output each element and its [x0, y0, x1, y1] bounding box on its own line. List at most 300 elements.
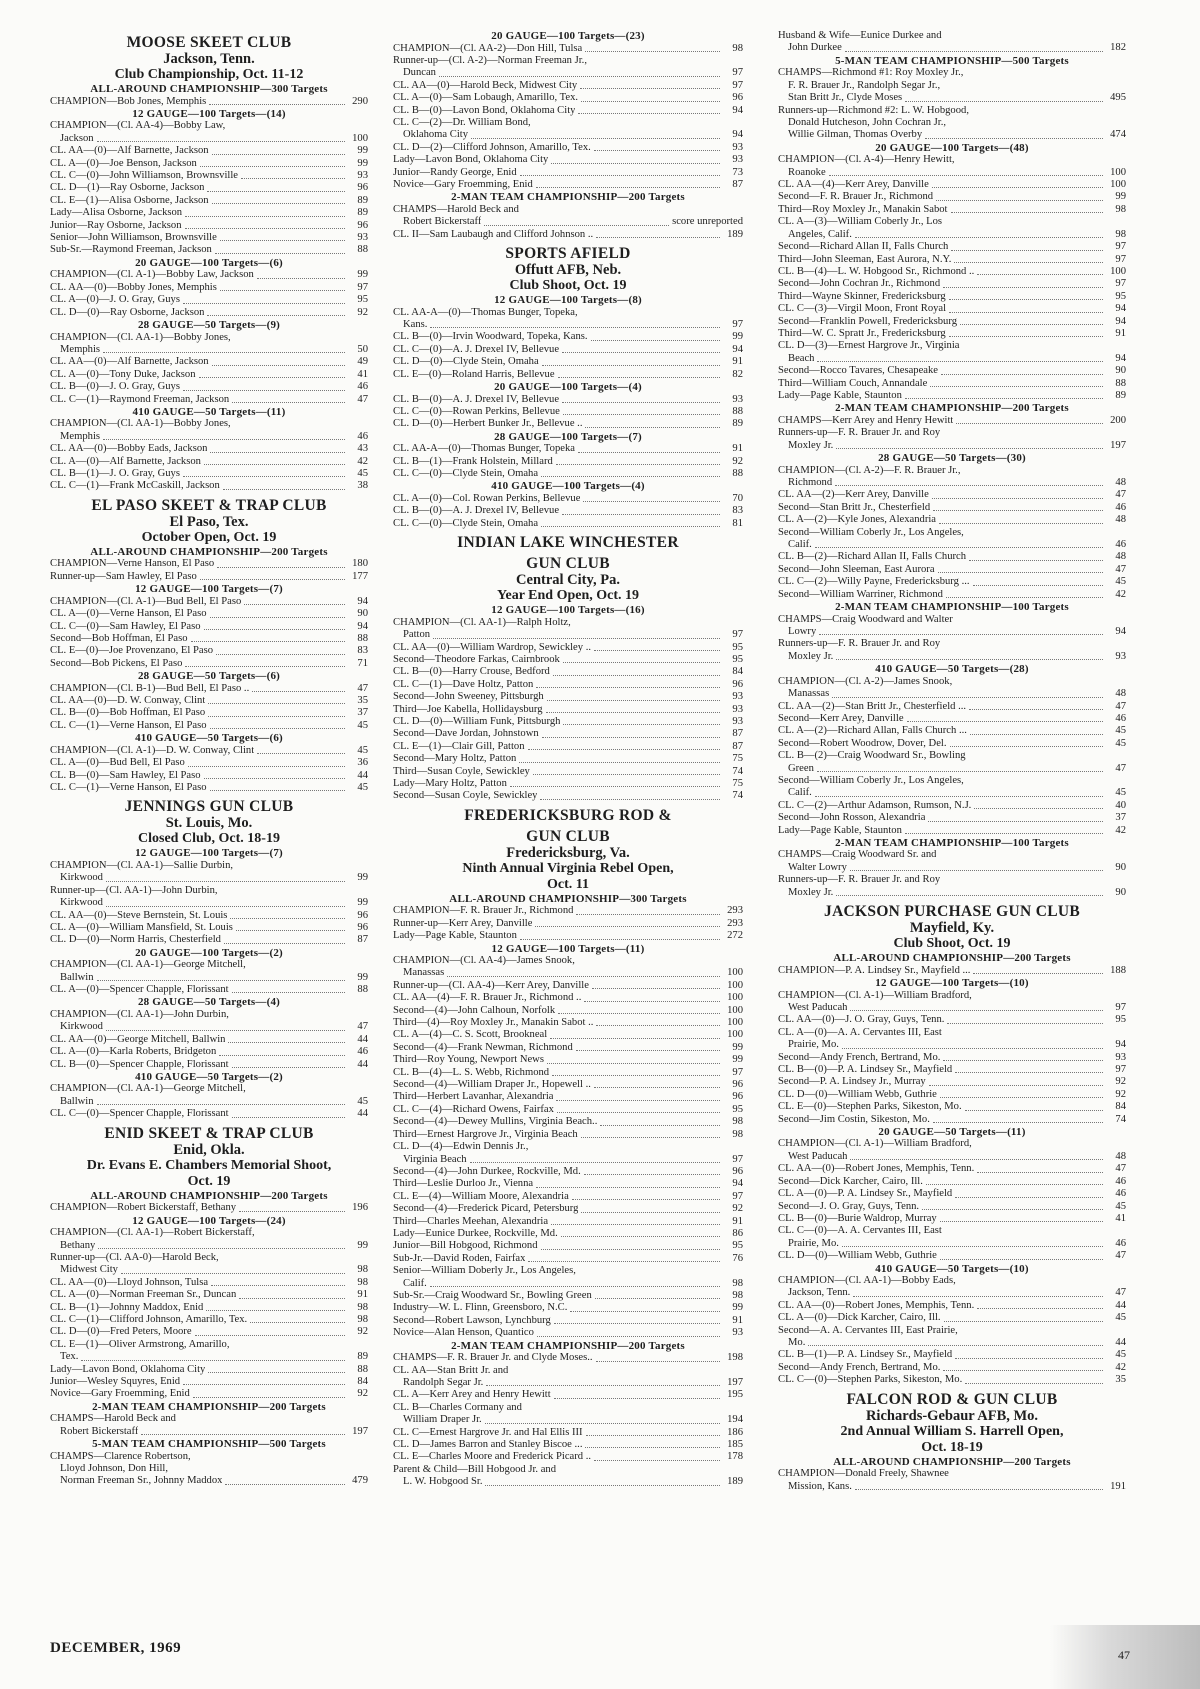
- dot-leader: [836, 895, 1103, 896]
- score: 42: [1115, 1361, 1126, 1373]
- result-text: Third—Charles Meehan, Alexandria: [393, 1215, 549, 1227]
- dot-leader: [965, 1110, 1103, 1111]
- score: 44: [357, 1058, 368, 1070]
- result-text: Stan Britt Jr., Clyde Moses: [788, 92, 903, 104]
- score: 87: [732, 728, 743, 740]
- dot-leader: [936, 200, 1103, 201]
- dot-leader: [928, 821, 1103, 822]
- score: 47: [1115, 1163, 1126, 1175]
- result-line: [778, 1089, 1126, 1101]
- result-text: CHAMPION—(Cl. AA-1)—George Mitchell,: [50, 959, 246, 971]
- dot-leader: [551, 163, 720, 164]
- result-text: CL. A—(0)—Dick Karcher, Cairo, Ill.: [778, 1312, 941, 1324]
- score: 90: [1115, 861, 1126, 873]
- score: 47: [1115, 563, 1126, 575]
- result-text: CHAMPION—(Cl. AA-2)—Don Hill, Tulsa: [393, 42, 583, 54]
- dot-leader: [106, 1030, 345, 1031]
- result-line: [50, 1227, 368, 1239]
- dot-leader: [430, 1286, 720, 1287]
- dot-leader: [470, 1162, 720, 1163]
- score: 82: [732, 368, 743, 380]
- result-text: CL. B—(0)—Irvin Woodward, Topeka, Kans.: [393, 331, 588, 343]
- result-line: [778, 849, 1126, 861]
- dot-leader: [207, 315, 345, 316]
- dot-leader: [941, 374, 1103, 375]
- result-line: [778, 1275, 1126, 1287]
- score: 189: [727, 1476, 743, 1488]
- result-line: [778, 539, 1126, 551]
- club-location: Richards-Gebaur AFB, Mo.: [865, 1407, 1039, 1424]
- result-text: Roanoke: [788, 166, 826, 178]
- dot-leader: [943, 1370, 1103, 1371]
- score: 92: [357, 1388, 368, 1400]
- result-text: CL. II—Sam Laubaugh and Clifford Johnson ..: [393, 228, 594, 240]
- score: 46: [1115, 1188, 1126, 1200]
- result-text: Richmond: [788, 477, 833, 488]
- result-line: [393, 642, 743, 654]
- dot-leader: [558, 1013, 720, 1014]
- dot-leader: [974, 808, 1103, 809]
- dot-leader: [950, 746, 1104, 747]
- result-line: [393, 1451, 743, 1463]
- dot-leader: [949, 312, 1103, 313]
- dot-leader: [216, 654, 345, 655]
- score: 96: [732, 1079, 743, 1091]
- result-line: [50, 96, 368, 108]
- result-line: [778, 204, 1126, 216]
- result-text: Runner-up—Sam Hawley, El Paso: [50, 570, 197, 582]
- event-title: Club Shoot, Oct. 19: [509, 278, 627, 294]
- result-line: [50, 1021, 368, 1033]
- result-line: [393, 518, 743, 530]
- event-category: 12 GAUGE—100 Targets—(7): [135, 583, 283, 596]
- result-line: [778, 651, 1126, 663]
- dot-leader: [977, 274, 1103, 275]
- dot-leader: [949, 299, 1103, 300]
- score: 96: [732, 1165, 743, 1177]
- result-text: Second—Andy French, Bertrand, Mo.: [778, 1361, 941, 1373]
- event-category: 20 GAUGE—100 Targets—(23): [491, 30, 645, 42]
- result-line: [393, 179, 743, 191]
- score: 91: [357, 1289, 368, 1301]
- dot-leader: [200, 166, 345, 167]
- score: 35: [1115, 1374, 1126, 1386]
- result-text: Second—Robert Lawson, Lynchburg: [393, 1314, 551, 1326]
- dot-leader: [819, 634, 1103, 635]
- score: 97: [1115, 253, 1126, 265]
- result-text: Second—(4)—Frank Newman, Richmond: [393, 1041, 573, 1053]
- event-category: 12 GAUGE—100 Targets—(14): [132, 107, 286, 120]
- result-text: Calif.: [403, 1277, 427, 1289]
- result-line: [778, 874, 1126, 886]
- result-line: [393, 1203, 743, 1215]
- dot-leader: [510, 786, 720, 787]
- result-line: [778, 1374, 1126, 1386]
- result-text: Lady—Page Kable, Staunton: [778, 389, 902, 401]
- dot-leader: [922, 1209, 1103, 1210]
- result-line: [393, 394, 743, 406]
- result-text: CL. C—Ernest Hargrove Jr. and Hal Ellis III: [393, 1426, 583, 1438]
- result-text: Third—W. C. Spratt Jr., Fredericksburg: [778, 327, 946, 339]
- result-line: [50, 207, 368, 219]
- result-line: [778, 415, 1126, 427]
- result-line: [778, 1163, 1126, 1175]
- result-line: [778, 862, 1126, 874]
- dot-leader: [239, 1298, 345, 1299]
- dot-leader: [835, 485, 1103, 486]
- result-text: CL. B—(4)—L. W. Hobgood Sr., Richmond ..: [778, 265, 975, 277]
- score: 94: [357, 620, 368, 632]
- dot-leader: [949, 336, 1103, 337]
- score: 44: [1115, 1299, 1126, 1311]
- dot-leader: [257, 753, 345, 754]
- club-name: JENNINGS GUN CLUB: [124, 798, 294, 816]
- result-text: Third—Roy Young, Newport News: [393, 1054, 544, 1066]
- dot-leader: [581, 101, 720, 102]
- result-line: [393, 1079, 743, 1091]
- score: 97: [1115, 1001, 1126, 1013]
- score: 178: [727, 1451, 743, 1463]
- result-line: [50, 683, 368, 695]
- dot-leader: [556, 1100, 720, 1101]
- result-line: [778, 1337, 1126, 1349]
- result-text: Second—Mary Holtz, Patton: [393, 753, 517, 765]
- dot-leader: [210, 617, 345, 618]
- result-line: [393, 778, 743, 790]
- dot-leader: [562, 514, 720, 515]
- event-category: 20 GAUGE—100 Targets—(48): [875, 141, 1029, 154]
- score: 100: [352, 132, 368, 144]
- event-title: Club Championship, Oct. 11-12: [114, 67, 304, 82]
- dot-leader: [193, 1397, 345, 1398]
- dot-leader: [940, 1259, 1103, 1260]
- result-line: [393, 955, 743, 967]
- dot-leader: [563, 724, 720, 725]
- result-line: [778, 1064, 1126, 1076]
- dot-leader: [206, 1310, 345, 1311]
- result-text: Third—Wayne Skinner, Fredericksburg: [778, 290, 946, 302]
- club-name: MOOSE SKEET CLUB: [126, 34, 292, 51]
- result-line: [393, 43, 743, 55]
- result-text: Norman Freeman Sr., Johnny Maddox: [60, 1475, 223, 1487]
- dot-leader: [939, 523, 1103, 524]
- score: 98: [732, 1289, 743, 1301]
- result-line: [393, 216, 743, 228]
- result-text: Mission, Kans.: [788, 1480, 852, 1492]
- club-name: FREDERICKSBURG ROD &: [464, 806, 672, 824]
- dot-leader: [546, 712, 720, 713]
- result-text: CL. D—(4)—Edwin Dennis Jr.,: [393, 1141, 529, 1153]
- dot-leader: [591, 340, 720, 341]
- score: 88: [732, 405, 743, 417]
- dot-leader: [204, 778, 345, 779]
- dot-leader: [951, 212, 1104, 213]
- result-line: [778, 626, 1126, 638]
- result-line: [393, 456, 743, 468]
- result-line: [393, 229, 743, 241]
- result-text: Kirkwood: [60, 1021, 103, 1033]
- score: 88: [357, 244, 368, 256]
- result-line: [50, 633, 368, 645]
- result-line: [778, 576, 1126, 588]
- score: 88: [1115, 377, 1126, 389]
- result-line: [778, 725, 1126, 737]
- score: 92: [1115, 1088, 1126, 1100]
- dot-leader: [595, 1298, 720, 1299]
- result-line: [393, 1327, 743, 1339]
- result-text: Second—Dave Jordan, Johnstown: [393, 728, 539, 740]
- result-text: Duncan: [403, 67, 436, 79]
- result-text: Second—William Coberly Jr., Los Angeles,: [778, 526, 964, 538]
- result-line: [50, 480, 368, 492]
- page-number: 47: [1118, 1648, 1130, 1662]
- result-text: CL. AA—(0)—William Wardrop, Sewickley ..: [393, 641, 592, 653]
- club-name: FALCON ROD & GUN CLUB: [846, 1390, 1058, 1408]
- result-text: CL. A—(0)—Verne Hanson, El Paso: [50, 608, 207, 620]
- result-text: Third—John Sleeman, East Aurora, N.Y.: [778, 253, 952, 265]
- result-line: [50, 897, 368, 909]
- dot-leader: [230, 918, 345, 919]
- column-2: [393, 30, 743, 1489]
- dot-leader: [977, 1172, 1103, 1173]
- result-text: CL. AA—(0)—J. O. Gray, Guys, Tenn.: [778, 1014, 945, 1026]
- result-text: CL. AA—Stan Britt Jr. and: [393, 1364, 509, 1376]
- result-line: [778, 154, 1126, 166]
- score: 93: [357, 170, 368, 182]
- result-text: Patton: [403, 629, 431, 641]
- result-line: [393, 1154, 743, 1166]
- event-title: Oct. 19: [187, 1173, 231, 1189]
- score: 191: [1110, 1480, 1126, 1492]
- score: 40: [1115, 799, 1126, 811]
- result-line: [50, 1277, 368, 1289]
- result-text: Memphis: [60, 343, 101, 355]
- result-text: CL. E—(0)—Stephen Parks, Sikeston, Mo.: [778, 1101, 962, 1113]
- result-text: West Paducah: [788, 1150, 848, 1162]
- score: 182: [1110, 42, 1126, 54]
- score: 97: [732, 1153, 743, 1165]
- dot-leader: [183, 1384, 345, 1385]
- result-text: Moxley Jr.: [788, 439, 834, 451]
- result-text: CL. AA—(4)—Kerr Arey, Danville: [778, 179, 929, 191]
- result-line: [393, 1290, 743, 1302]
- dot-leader: [855, 1489, 1103, 1490]
- result-line: [50, 1289, 368, 1301]
- dot-leader: [925, 138, 1103, 139]
- score: 189: [727, 228, 743, 240]
- result-text: Midwest City: [60, 1264, 118, 1276]
- dot-leader: [955, 1197, 1103, 1198]
- score: 98: [732, 1277, 743, 1289]
- result-line: [50, 1059, 368, 1071]
- result-line: [393, 204, 743, 216]
- club-location: Enid, Okla.: [173, 1141, 245, 1158]
- result-text: Third—Susan Coyle, Sewickley: [393, 765, 530, 777]
- dot-leader: [232, 992, 345, 993]
- result-text: CHAMPION—(Cl. AA-1)—Bobby Jones,: [50, 418, 231, 430]
- result-line: [393, 167, 743, 179]
- score: 479: [352, 1475, 368, 1487]
- result-text: CL. C—(0)—John Williamson, Brownsville: [50, 170, 239, 182]
- dot-leader: [547, 700, 720, 701]
- dot-leader: [969, 560, 1103, 561]
- event-category: 28 GAUGE—50 Targets—(9): [137, 319, 281, 331]
- dot-leader: [832, 697, 1103, 698]
- score: 74: [732, 765, 743, 777]
- result-line: [393, 704, 743, 716]
- dot-leader: [239, 1211, 345, 1212]
- result-text: CL. B—(2)—Craig Woodward Sr., Bowling: [778, 750, 966, 762]
- result-text: Second—Stan Britt Jr., Chesterfield: [778, 501, 931, 513]
- result-line: [778, 800, 1126, 812]
- dot-leader: [430, 327, 720, 328]
- dot-leader: [528, 749, 720, 750]
- result-text: CL. B—(4)—L. S. Webb, Richmond: [393, 1066, 550, 1078]
- event-category: 20 GAUGE—100 Targets—(6): [135, 256, 283, 269]
- result-text: CL. AA—(0)—Alf Barnette, Jackson: [50, 356, 209, 368]
- result-text: CL. AA—(0)—Harold Beck, Midwest City: [393, 79, 578, 91]
- dot-leader: [578, 452, 720, 453]
- result-line: [393, 1104, 743, 1116]
- event-title: Year End Open, Oct. 19: [496, 588, 640, 604]
- result-text: CL. C—(2)—Dr. William Bond,: [393, 116, 531, 128]
- dot-leader: [183, 303, 345, 304]
- dot-leader: [929, 1085, 1103, 1086]
- score: 75: [732, 753, 743, 765]
- event-category: 2-MAN TEAM CHAMPIONSHIP—200 Targets: [835, 402, 1069, 415]
- result-text: Senior—William Doberly Jr., Los Angeles,: [393, 1265, 576, 1277]
- result-text: CL. B—(1)—P. A. Lindsey Sr., Mayfield: [778, 1349, 953, 1361]
- result-line: [50, 1388, 368, 1400]
- result-line: [778, 551, 1126, 563]
- score: 46: [1115, 539, 1126, 551]
- score: 93: [732, 141, 743, 153]
- result-text: CL. C—(0)—Clyde Stein, Omaha: [393, 517, 539, 529]
- result-text: Second—Franklin Powell, Fredericksburg: [778, 315, 957, 327]
- dot-leader: [536, 187, 720, 188]
- result-text: CL. E—(1)—Clair Gill, Patton: [393, 740, 525, 752]
- result-line: [778, 291, 1126, 303]
- result-text: CL. D—(0)—Clyde Stein, Omaha: [393, 356, 539, 368]
- result-text: CL. C—(0)—A. A. Cervantes III, East: [778, 1225, 942, 1237]
- result-text: Second—Bob Hoffman, El Paso: [50, 632, 188, 644]
- result-line: [393, 129, 743, 141]
- result-text: Industry—W. L. Flinn, Greensboro, N.C.: [393, 1302, 568, 1314]
- result-line: [393, 92, 743, 104]
- result-text: CL. D—(0)—Fred Peters, Moore: [50, 1326, 192, 1338]
- score: 92: [732, 1203, 743, 1215]
- result-line: [50, 885, 368, 897]
- result-line: [778, 701, 1126, 713]
- score: 99: [357, 897, 368, 909]
- score: 98: [357, 1264, 368, 1276]
- result-line: [393, 1191, 743, 1203]
- result-text: CL. C—(0)—Clyde Stein, Omaha: [393, 468, 539, 480]
- dot-leader: [563, 414, 720, 415]
- score: 99: [357, 269, 368, 281]
- result-text: Mo.: [788, 1337, 806, 1349]
- score: 47: [1115, 700, 1126, 712]
- score: 95: [732, 641, 743, 653]
- dot-leader: [551, 1224, 720, 1225]
- result-line: [50, 658, 368, 670]
- score: 94: [1115, 352, 1126, 364]
- result-line: [778, 1287, 1126, 1299]
- result-line: [50, 133, 368, 145]
- issue-date-footer: DECEMBER, 1969: [50, 1640, 182, 1656]
- score: 293: [727, 905, 743, 917]
- dot-leader: [940, 1097, 1103, 1098]
- result-text: CHAMPION—(Cl. B-1)—Bud Bell, El Paso ..: [50, 682, 250, 694]
- score: 45: [1115, 1349, 1126, 1361]
- result-line: [393, 741, 743, 753]
- dot-leader: [558, 377, 720, 378]
- result-text: CHAMPION—(Cl. A-1)—Bud Bell, El Paso: [50, 595, 242, 607]
- score: 37: [357, 707, 368, 719]
- result-line: [393, 505, 743, 517]
- result-text: Willie Gilman, Thomas Overby: [788, 129, 923, 141]
- result-text: Lady—Mary Holtz, Patton: [393, 777, 507, 789]
- result-line: [778, 328, 1126, 340]
- result-line: [393, 1116, 743, 1128]
- result-line: [778, 589, 1126, 601]
- result-line: [50, 232, 368, 244]
- score: 45: [1115, 787, 1126, 799]
- score: 76: [732, 1252, 743, 1264]
- dot-leader: [969, 709, 1103, 710]
- score: 83: [732, 505, 743, 517]
- score: 87: [357, 934, 368, 946]
- result-text: Second—Rocco Tavares, Chesapeake: [778, 365, 938, 377]
- result-text: Second—Susan Coyle, Sewickley: [393, 790, 538, 802]
- dot-leader: [943, 1060, 1103, 1061]
- result-line: [778, 1076, 1126, 1088]
- result-line: [393, 356, 743, 368]
- dot-leader: [580, 88, 720, 89]
- dot-leader: [581, 1212, 720, 1213]
- score: 88: [732, 468, 743, 480]
- result-text: CL. A—(0)—Norman Freeman Sr., Duncan: [50, 1289, 237, 1301]
- result-line: [50, 934, 368, 946]
- result-line: [50, 1046, 368, 1058]
- score: 98: [1115, 228, 1126, 240]
- result-line: [50, 244, 368, 256]
- score: 93: [732, 1327, 743, 1339]
- result-text: CL. A—(0)—P. A. Lindsey Sr., Mayfield: [778, 1188, 953, 1200]
- score: 99: [357, 872, 368, 884]
- result-line: [778, 179, 1126, 191]
- event-category: 410 GAUGE—50 Targets—(2): [135, 1070, 283, 1083]
- result-text: CL. D—James Barron and Stanley Biscoe ...: [393, 1438, 583, 1450]
- result-line: [778, 278, 1126, 290]
- result-text: Lowry: [788, 625, 817, 637]
- result-line: [393, 1042, 743, 1054]
- result-line: [393, 1178, 743, 1190]
- result-line: [393, 1476, 743, 1488]
- result-line: [778, 1101, 1126, 1113]
- result-text: Novice—Alan Henson, Quantico: [393, 1327, 534, 1339]
- result-text: CL. D—(0)—William Funk, Pittsburgh: [393, 715, 561, 727]
- result-text: Second—Robert Woodrow, Dover, Del.: [778, 737, 947, 749]
- score: 97: [1115, 278, 1126, 290]
- club-location: Mayfield, Ky.: [909, 920, 995, 937]
- result-line: [50, 1240, 368, 1252]
- score: 97: [1115, 1063, 1126, 1075]
- result-line: [393, 1017, 743, 1029]
- score: 45: [1115, 737, 1126, 749]
- dot-leader: [191, 641, 345, 642]
- score: 98: [732, 1128, 743, 1140]
